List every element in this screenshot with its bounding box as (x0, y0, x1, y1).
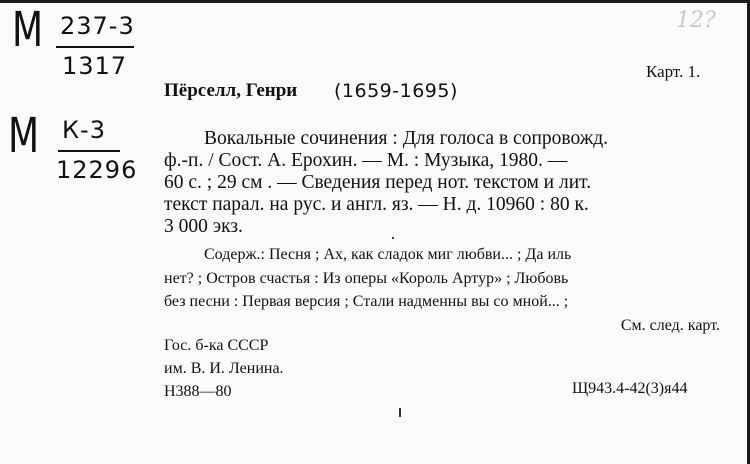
corner-note: 12? (676, 8, 716, 33)
contents-line: Содерж.: Песня ; Ах, как сладок миг любви... ; Да иль (204, 246, 572, 263)
library-line: им. В. И. Ленина. (164, 360, 284, 377)
contents-line: без песни : Первая версия ; Стали надменны вы со мной... ; (164, 293, 569, 310)
description-line: Вокальные сочинения : Для голоса в сопровожд. (204, 128, 608, 149)
library-imprint (164, 334, 284, 403)
shelfmark-letter: М (8, 108, 40, 164)
card-top-edge (0, 0, 750, 3)
author-dates: (1659-1695) (334, 80, 458, 102)
library-line: Гос. б-ка СССР (164, 337, 269, 354)
shelfmark-letter: М (12, 2, 44, 58)
contents-note (164, 243, 722, 337)
shelfmark-top: 237-3 (60, 12, 135, 40)
shelfmark-bottom: 1317 (62, 52, 128, 80)
card-number: Карт. 1. (646, 62, 701, 81)
author-heading: Пёрселл, Генри (164, 80, 298, 101)
contents-line: нет? ; Остров счастья : Из оперы «Король Артур» ; Любовь (164, 269, 569, 287)
bibliographic-description (164, 128, 722, 238)
shelfmark-rule (58, 150, 120, 152)
shelfmark-top: К-3 (62, 116, 106, 144)
shelfmark-rule (56, 46, 134, 48)
see-next-card: См. след. карт. (620, 316, 720, 334)
description-line: 60 с. ; 29 см . — Сведения перед нот. текстом и лит. (164, 172, 592, 193)
description-line: 3 000 экз. (164, 216, 243, 237)
ink-speck (392, 237, 394, 239)
shelfmark-bottom: 12296 (56, 156, 138, 184)
library-line: Н388—80 (164, 383, 232, 400)
classification-mark: Щ943.4-42(3)я44 (572, 380, 688, 397)
description-line: ф.-п. / Сост. А. Ерохин. — М. : Музыка, 1980. — (164, 150, 568, 171)
description-line: текст парал. на рус. и англ. яз. — Н. д. 10960 : 80 к. (164, 194, 589, 215)
ink-speck (399, 408, 401, 417)
